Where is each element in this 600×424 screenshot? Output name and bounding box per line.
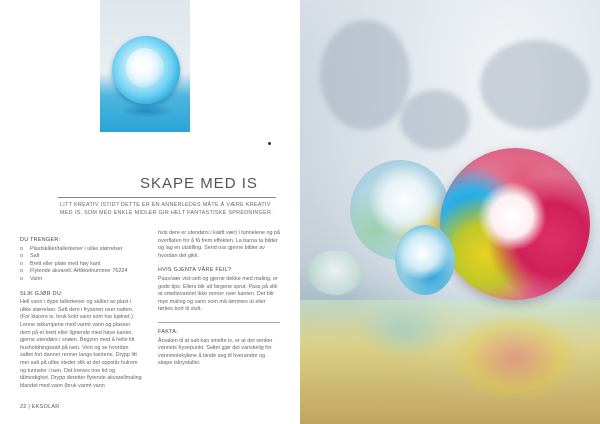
intro-text: LITT KREATIV ISTID? DETTE ER EN ANNERLEDES MÅTE Å VÆRE KREATIV MED IS, SOM MED ENKLE MIDLER GIR HELT FANTASTISKE SPREDNINGER. [60, 202, 273, 216]
left-column [20, 237, 142, 390]
main-photo [300, 0, 600, 424]
ice-ball-reflection [120, 104, 174, 118]
list-item: o Plastskåler/tallerkener i ulike størrelser [20, 245, 123, 252]
section-divider [158, 322, 280, 323]
ice-ball-colored [440, 148, 590, 300]
decorative-dot [268, 142, 271, 145]
method-text: Hell vann i dype tallerkener og skåler av plast i ulike størrelser. Sett dem i fryseren over natten. (For klarere is, bruk kokt vann som har kjølnet.) Lenne isklumpene med varmt vann og plasser dem på et brett eller lignende med høye kanter, gjerne utendørs i snøen. Begynn med å helle litt husholdningssalt på isen. Vent og se hvordan saltet fort danner renner langs kantene. Drypp litt mer salt på ulike steder slik at det oppstår hulrom og tunneler i isen. Det kreves noe tid og tålmodighet. Drypp deretter flytende akvarellmaling blandet med vann (bruk varmt vann [20, 299, 142, 389]
fact-heading: FAKTA: [158, 328, 178, 335]
ice-ball [112, 36, 180, 104]
ice-reflection [360, 300, 450, 360]
ice-reflection [450, 312, 580, 402]
page-title: SKAPE MED IS [140, 175, 258, 192]
list-item: o Brett eller plate med høy kant [20, 260, 101, 267]
blue-ice-ball-photo [100, 0, 190, 132]
title-divider [58, 197, 276, 198]
list-item: o Flytende akvarell. Artikkelnummer 76224 [20, 268, 128, 275]
ice-piece-flat [308, 250, 363, 295]
list-item: o Vann [20, 275, 43, 282]
right-column [158, 230, 280, 368]
problem-text: Pass/vær vist-sett og gjerne dekke med maling, er gode tips: Ellers blir alt fargene sprut. Pass på slik at smeltevannet ikke renner over kanten. Det blir mye maling og vann som må tømmes ut eller tørkes bort til slutt. [158, 275, 278, 313]
ingredients-heading: DU TRENGER: [20, 237, 61, 243]
method-heading: SLIK GJØR DU: [20, 290, 63, 297]
fact-text: Årsaken til at salt kan smelte is, er at det senker vannets frysepunkt. Saltet gjør det vanskelig for vannmolekylene å binde seg til hverandre og skape iskrystaller. [158, 337, 273, 367]
list-item: o Salt [20, 253, 40, 260]
continuation-text: hvis dere er utendørs i kaldt vær) i tunnelene og på overflaten for å få frem effekten. La barna ta bilder og lag en utstilling. Send oss gjerne bilder av hvordan det gikk. [158, 230, 280, 259]
ice-ball-small [395, 225, 455, 295]
page-footer: 22 | EKSOLAR [20, 404, 60, 410]
problem-heading: HVIS GJENTA VÅRE FEIL? [158, 267, 232, 274]
